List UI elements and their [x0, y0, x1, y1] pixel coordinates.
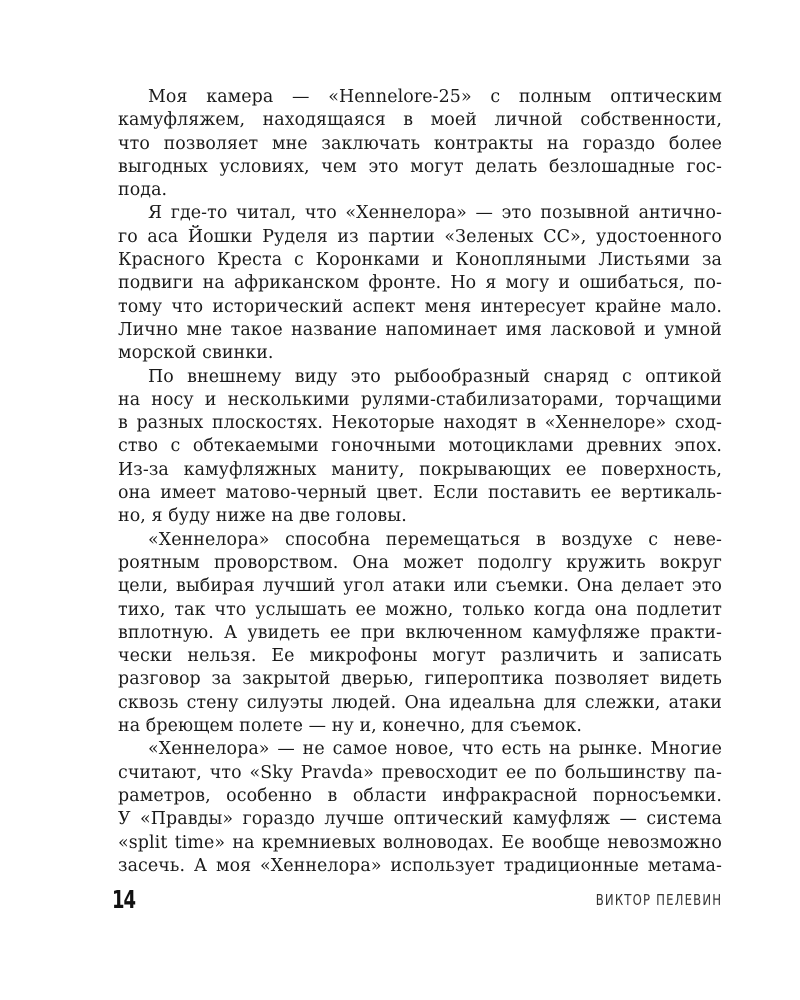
text-line: пода.	[118, 180, 168, 201]
text-line: тихо, так что услышать ее можно, только когда она подлетит	[118, 599, 722, 620]
text-line: на бреющем полете — ну и, конечно, для съемок.	[118, 716, 582, 737]
text-line: выгодных условиях, чем это могут делать безлошадные гос-	[118, 156, 722, 177]
text-line: «Хеннелора» — не самое новое, что есть на рынке. Многие	[148, 739, 722, 760]
text-line: ство с обтекаемыми гоночными мотоциклами древних эпох.	[118, 436, 722, 457]
text-line: она имеет матово-черный цвет. Если поставить ее вертикаль-	[118, 483, 722, 504]
text-line: сквозь стену силуэты людей. Она идеальна для слежки, атаки	[118, 692, 722, 713]
text-line: У «Правды» гораздо лучше оптический камуфляж — система	[118, 809, 722, 830]
text-line: камуфляжем, находящаяся в моей личной собственности,	[118, 110, 722, 131]
page-footer	[112, 885, 722, 921]
text-line: Я где-то читал, что «Хеннелора» — это позывной антично-	[148, 203, 722, 224]
text-line: морской свинки.	[118, 343, 274, 364]
running-head-author: ВИКТОР ПЕЛЕВИН	[595, 891, 722, 909]
text-line: в разных плоскостях. Некоторые находят в «Хеннелоре» сход-	[118, 413, 722, 434]
text-line: засечь. А моя «Хеннелора» использует традиционные метама-	[118, 855, 722, 876]
text-line: Моя камера — «Hennelore-25» с полным оптическим	[148, 87, 722, 107]
text-line: раметров, особенно в области инфракрасной порносъемки.	[118, 785, 722, 806]
text-line: подвиги на африканском фронте. Но я могу и ошибаться, по-	[118, 273, 722, 294]
text-line: Лично мне такое название напоминает имя ласковой и умной	[118, 319, 722, 340]
text-line: цели, выбирая лучший угол атаки или съемки. Она делает это	[118, 576, 722, 597]
text-line: роятным проворством. Она может подолгу кружить вокруг	[118, 552, 722, 573]
text-line: «split time» на кремниевых волноводах. Ее вообще невозможно	[118, 832, 722, 853]
text-line: но, я буду ниже на две головы.	[118, 506, 407, 527]
body-text	[118, 86, 722, 878]
text-line: го аса Йошки Руделя из партии «Зеленых СС», удостоенного	[118, 226, 722, 247]
text-line: Красного Креста с Коронками и Конопляными Листьями за	[118, 250, 722, 271]
text-line: «Хеннелора» способна перемещаться в воздухе с неве-	[148, 529, 722, 550]
text-line: разговор за закрытой дверью, гипероптика позволяет видеть	[118, 669, 722, 690]
text-line: на носу и несколькими рулями-стабилизаторами, торчащими	[118, 389, 722, 410]
text-line: что позволяет мне заключать контракты на гораздо более	[118, 133, 722, 154]
text-line: чески нельзя. Ее микрофоны могут различить и записать	[118, 646, 722, 667]
text-line: тому что исторический аспект меня интересует крайне мало.	[118, 296, 722, 317]
text-line: Из-за камуфляжных маниту, покрывающих ее поверхность,	[118, 459, 722, 480]
page-number: 14	[112, 885, 135, 914]
text-line: По внешнему виду это рыбообразный снаряд с оптикой	[148, 366, 722, 387]
text-line: считают, что «Sky Pravda» превосходит ее по большинству па-	[118, 762, 722, 783]
text-line: вплотную. А увидеть ее при включенном камуфляже практи-	[118, 622, 722, 643]
